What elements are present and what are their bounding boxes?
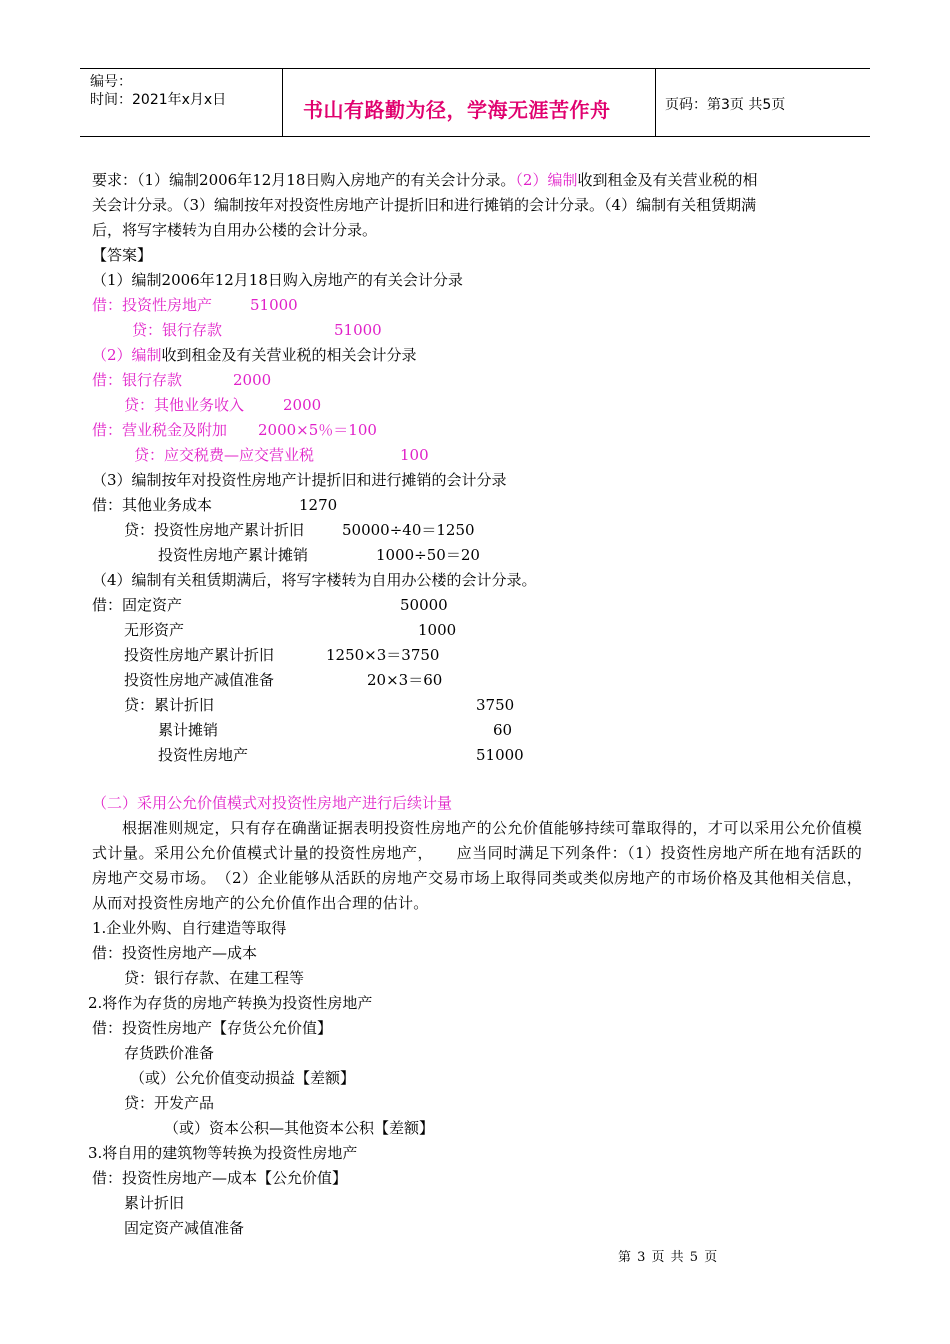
header-page-cell [656, 69, 870, 136]
q3-debit [92, 493, 492, 518]
entry-account: 借：银行存款 [92, 371, 183, 389]
q2-title-text: 收到租金及有关营业税的相关会计分录 [161, 346, 417, 364]
entry-account: 借：其他业务成本 [92, 496, 213, 514]
q2-credit-2 [134, 443, 534, 468]
item-3-title: 3.将自用的建筑物等转换为投资性房地产 [88, 1144, 358, 1162]
entry-amount: 20×3＝60 [367, 671, 443, 689]
entry-account: 投资性房地产累计折旧 [124, 646, 275, 664]
entry-account: 贷：其他业务收入 [124, 396, 245, 414]
q2-credit-1 [124, 393, 524, 418]
requirement-line-2: 关会计分录。（3）编制按年对投资性房地产计提折旧和进行摊销的会计分录。（4）编制有关租赁期满 [92, 196, 757, 214]
entry-account: 投资性房地产减值准备 [124, 671, 275, 689]
item-3-debit-3: 固定资产减值准备 [124, 1219, 245, 1237]
q4-debit-2 [124, 618, 574, 643]
section-2-paragraph: 根据准则规定，只有存在确凿证据表明投资性房地产的公允价值能够持续可靠取得的，才可以采用公允价值模式计量。采用公允价值模式计量的投资性房地产， 应当同时满足下列条件：（1）投资性房地产所在地有活跃的房地产交易市场。 （2）企业能够从活跃的房地产交易市场上取得同类或类似房地产的市场价格及其他相关信息，从而对投资性房地产的公允价值作出合理的估计。 [92, 819, 862, 912]
page-info: 页码：第3页 共5页 [665, 97, 786, 113]
entry-amount: 2000 [283, 396, 322, 414]
req-text: 要求：（1）编制2006年12月18日购入房地产的有关会计分录。 [92, 171, 516, 189]
q1-title: （1）编制2006年12月18日购入房地产的有关会计分录 [92, 271, 463, 289]
entry-amount: 1000 [418, 621, 457, 639]
motto-text: 书山有路勤为径，学海无涯苦作舟 [303, 98, 611, 122]
date-label: 时间：2021年x月x日 [90, 92, 227, 108]
q3-title: （3）编制按年对投资性房地产计提折旧和进行摊销的会计分录 [92, 471, 507, 489]
q3-credit-1 [124, 518, 544, 543]
q1-credit [132, 318, 532, 343]
q2-debit-1 [92, 368, 492, 393]
entry-account: 借：固定资产 [92, 596, 183, 614]
entry-amount: 50000 [400, 596, 448, 614]
entry-account: 贷：投资性房地产累计折旧 [124, 521, 305, 539]
header-motto-cell [283, 69, 656, 136]
requirement-line-1 [92, 168, 757, 193]
entry-amount: 100 [400, 446, 429, 464]
req-text: 收到租金及有关营业税的相 [577, 171, 758, 189]
entry-account: 投资性房地产累计摊销 [158, 546, 309, 564]
entry-amount: 51000 [250, 296, 298, 314]
entry-amount: 1000÷50＝20 [376, 546, 480, 564]
answer-heading: 【答案】 [92, 246, 153, 264]
item-2-credit-2: （或）资本公积—其他资本公积【差额】 [164, 1119, 435, 1137]
item-1-credit: 贷：银行存款、在建工程等 [124, 969, 305, 987]
entry-amount: 1270 [299, 496, 338, 514]
entry-account: 贷：应交税费—应交营业税 [134, 446, 315, 464]
entry-amount: 1250×3＝3750 [326, 646, 440, 664]
q4-credit-3 [158, 743, 608, 768]
item-3-debit-1: 借：投资性房地产—成本【公允价值】 [92, 1169, 348, 1187]
entry-amount: 2000×5％＝100 [258, 421, 377, 439]
entry-amount: 60 [493, 721, 513, 739]
page-footer: 第 3 页 共 5 页 [618, 1250, 719, 1265]
entry-amount: 50000÷40＝1250 [342, 521, 475, 539]
item-1-title: 1.企业外购、自行建造等取得 [92, 919, 287, 937]
header-meta [80, 69, 283, 136]
item-2-title: 2.将作为存货的房地产转换为投资性房地产 [88, 994, 373, 1012]
q4-credit-2 [158, 718, 608, 743]
item-2-debit-1: 借：投资性房地产【存货公允价值】 [92, 1019, 333, 1037]
item-3-debit-2: 累计折旧 [124, 1194, 185, 1212]
q4-credit-1 [124, 693, 574, 718]
q4-debit-4 [124, 668, 574, 693]
item-1-debit: 借：投资性房地产—成本 [92, 944, 258, 962]
entry-amount: 51000 [334, 321, 382, 339]
entry-amount: 3750 [476, 696, 515, 714]
q4-debit-1 [92, 593, 542, 618]
q2-title-highlight: （2）编制 [92, 346, 162, 364]
q2-title [92, 343, 417, 368]
item-2-credit-1: 贷：开发产品 [124, 1094, 215, 1112]
entry-account: 贷：累计折旧 [124, 696, 215, 714]
q2-debit-2 [92, 418, 492, 443]
q1-debit [92, 293, 492, 318]
q4-title: （4）编制有关租赁期满后，将写字楼转为自用办公楼的会计分录。 [92, 571, 537, 589]
section-2-title: （二）采用公允价值模式对投资性房地产进行后续计量 [92, 794, 453, 812]
entry-account: 无形资产 [124, 621, 185, 639]
entry-account: 借：营业税金及附加 [92, 421, 228, 439]
item-2-debit-3: （或）公允价值变动损益【差额】 [130, 1069, 356, 1087]
item-2-debit-2: 存货跌价准备 [124, 1044, 215, 1062]
q3-credit-2 [158, 543, 578, 568]
entry-account: 投资性房地产 [158, 746, 249, 764]
entry-account: 累计摊销 [158, 721, 219, 739]
q4-debit-3 [124, 643, 574, 668]
requirement-line-3: 后，将写字楼转为自用办公楼的会计分录。 [92, 221, 378, 239]
entry-account: 贷：银行存款 [132, 321, 223, 339]
entry-amount: 51000 [476, 746, 524, 764]
page-header [80, 68, 870, 137]
req-highlight: （2）编制 [515, 171, 578, 189]
serial-number-label: 编号： [90, 74, 132, 90]
entry-amount: 2000 [233, 371, 272, 389]
entry-account: 借：投资性房地产 [92, 296, 213, 314]
